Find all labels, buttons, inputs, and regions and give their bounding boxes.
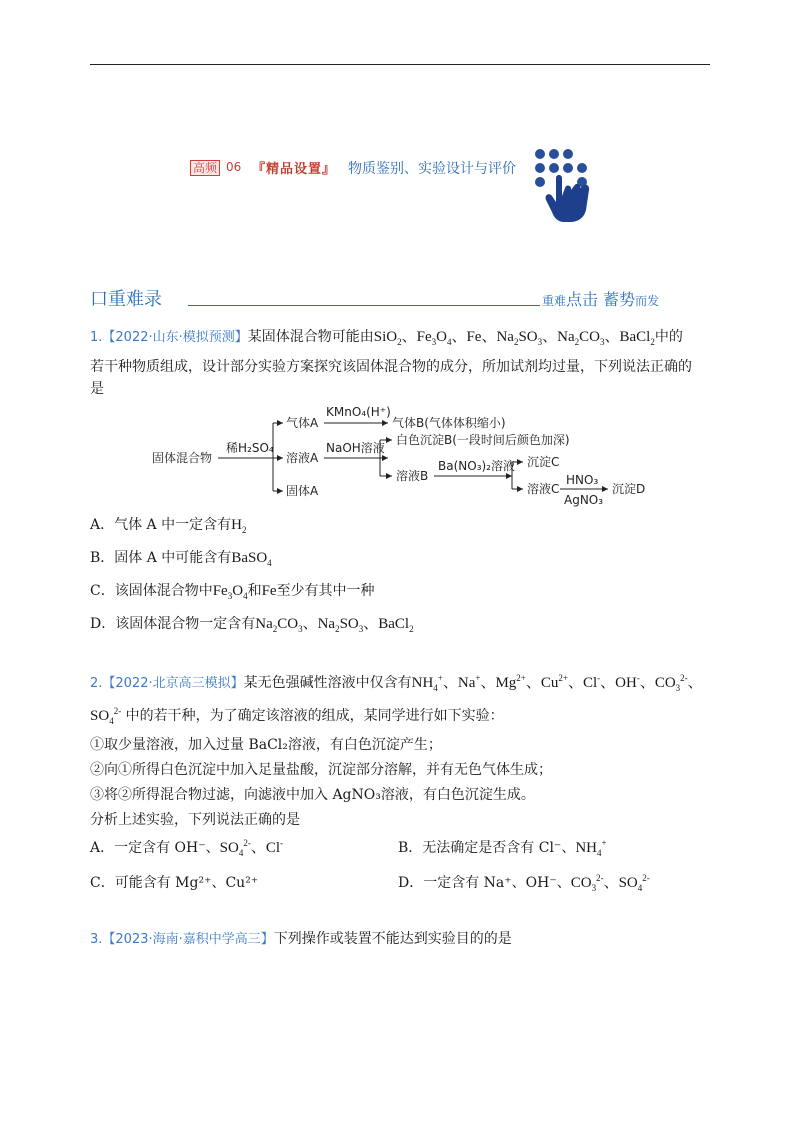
q1-source: 【2022·山东·模拟预测】	[102, 330, 248, 345]
q2-step2: ②向①所得白色沉淀中加入足量盐酸，沉淀部分溶解，并有无色气体生成；	[90, 762, 552, 778]
flow-diagram	[148, 400, 668, 508]
q1-stem-line3: 是	[90, 381, 104, 397]
section-title: 口重难录	[90, 289, 162, 310]
q2-stem-line2: $SO_4^{2-}$ 中的若干种，为了确定该溶液的组成，某同学进行如下实验：	[90, 706, 504, 726]
diagram-bano3: Ba(NO₃)₂溶液	[438, 459, 515, 473]
topic-banner	[190, 148, 630, 228]
diagram-solC: 溶液C	[527, 482, 560, 496]
q2-option-a[interactable]: A．一定含有 OH⁻、$SO_4^{2-}$、Cl-	[90, 838, 284, 858]
diagram-hno3: HNO₃	[566, 473, 599, 487]
q2-option-c[interactable]: C．可能含有 Mg²⁺、Cu²⁺	[90, 875, 259, 891]
diagram-pptC: 沉淀C	[527, 455, 560, 469]
hand-pointer-icon	[534, 148, 614, 228]
q2-step1: ①取少量溶液，加入过量 BaCl₂溶液，有白色沉淀产生；	[90, 737, 442, 753]
diagram-solA: 溶液A	[286, 451, 319, 465]
banner-tag: 高频	[190, 160, 220, 176]
q1-option-a[interactable]: A．气体 A 中一定含有$H_2$	[90, 517, 247, 535]
q2-option-d[interactable]: D．一定含有 Na⁺、OH⁻、$CO_3^{2-}$、$SO_4^{2-}$	[398, 873, 650, 893]
diagram-solB: 溶液B	[396, 469, 429, 483]
diagram-gasB: 气体B(气体体积缩小)	[392, 416, 506, 430]
q1-option-b[interactable]: B．固体 A 中可能含有BaSO$_4$	[90, 550, 272, 568]
q3-stem: 3.【2023·海南·嘉积中学高三】下列操作或装置不能达到实验目的的是	[90, 931, 512, 947]
q3-source: 【2023·海南·嘉积中学高三】	[102, 932, 274, 947]
q2-step3: ③将②所得混合物过滤，向滤液中加入 AgNO₃溶液，有白色沉淀生成。	[90, 787, 535, 803]
banner-title: 物质鉴别、实验设计与评价	[348, 161, 516, 177]
q2-ask: 分析上述实验，下列说法正确的是	[90, 812, 300, 828]
diagram-pptD: 沉淀D	[612, 482, 646, 496]
diagram-white-ppt: 白色沉淀B(一段时间后颜色加深)	[396, 433, 570, 447]
q2-source: 【2022·北京高三模拟】	[102, 676, 244, 691]
q2-options-row1	[90, 837, 710, 859]
diagram-solidA: 固体A	[286, 484, 319, 498]
q2-options-row2	[90, 872, 710, 894]
top-rule	[90, 64, 710, 65]
diagram-naoh: NaOH溶液	[326, 441, 385, 455]
q1-option-c[interactable]: C．该固体混合物中$Fe_3O_4$和Fe至少有其中一种	[90, 583, 375, 601]
q2-stem-line1: 2.【2022·北京高三模拟】某无色强碱性溶液中仅含有$NH_4^+$、Na+、$Mg^{2+}$、$Cu^{2+}$、Cl-、OH-、$CO_3^{2-}$、	[90, 673, 703, 693]
section-underline	[188, 305, 540, 306]
banner-number: 06	[226, 160, 242, 174]
diagram-kmno4: KMnO₄(H⁺)	[326, 405, 391, 419]
diagram-reagent1: 稀H₂SO₄	[226, 441, 274, 455]
q1-option-d[interactable]: D．该固体混合物一定含有$Na_2CO_3$、$Na_2SO_3$、BaCl$_2$	[90, 616, 414, 634]
diagram-agno3: AgNO₃	[564, 493, 604, 507]
q2-option-b[interactable]: B．无法确定是否含有 Cl⁻、$NH_4^+$	[398, 838, 607, 858]
q1-stem-line2: 若干种物质组成，设计部分实验方案探究该固体混合物的成分，所加试剂均过量，下列说法正确的	[90, 359, 692, 375]
banner-label: 『精品设置』	[252, 162, 337, 177]
diagram-start: 固体混合物	[152, 451, 213, 465]
section-slogan: 重难点击 蓄势而发	[542, 290, 660, 309]
section-header	[90, 285, 710, 311]
q1-stem-line1: 1.【2022·山东·模拟预测】某固体混合物可能由SiO$_2$、$Fe_3O_4$、Fe、$Na_2SO_3$、$Na_2CO_3$、BaCl$_2$中的	[90, 329, 683, 347]
diagram-gasA: 气体A	[286, 416, 319, 430]
